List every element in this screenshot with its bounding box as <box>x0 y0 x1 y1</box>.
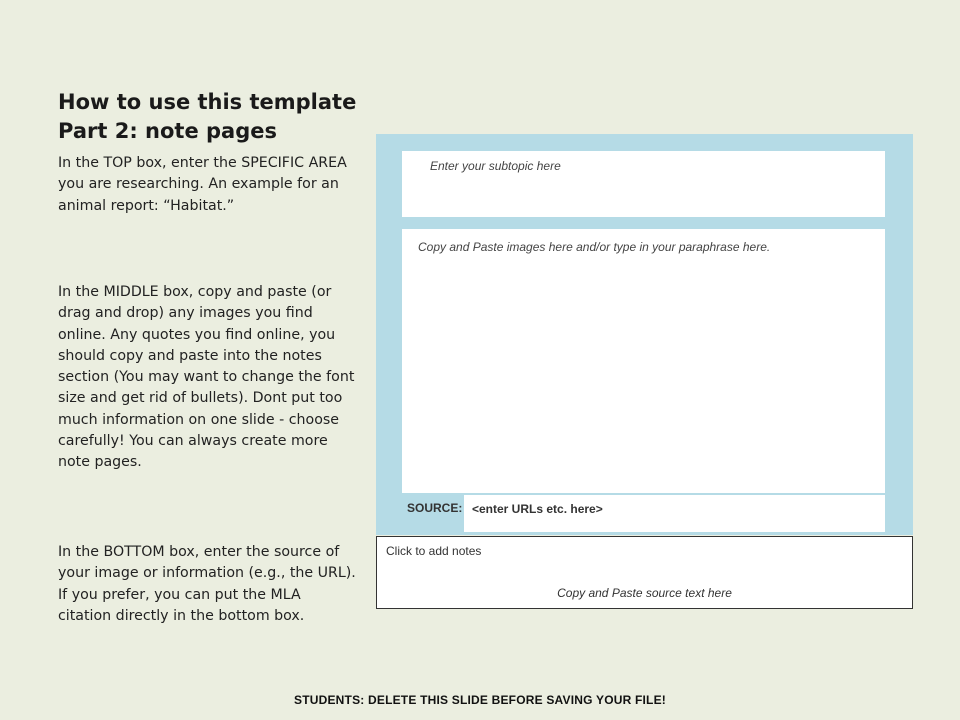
source-label: SOURCE: <box>407 501 463 515</box>
source-placeholder: <enter URLs etc. here> <box>472 502 603 516</box>
subtopic-box[interactable] <box>402 151 885 217</box>
slide-preview <box>376 134 913 535</box>
content-box[interactable] <box>402 229 885 493</box>
notes-source-text: Copy and Paste source text here <box>557 586 732 600</box>
source-box[interactable] <box>464 495 885 532</box>
instruction-top-box: In the TOP box, enter the SPECIFIC AREA you are researching. An example for an animal report: “Habitat.” <box>58 155 347 214</box>
title-line-2: Part 2: note pages <box>58 119 277 143</box>
page-title <box>58 88 368 146</box>
instruction-middle-box: In the MIDDLE box, copy and paste (or drag and drop) any images you find online. Any quotes you find online, you should copy and paste into the notes section (You may want to change the font size and get rid of bullets). Dont put too much information on one slide - choose carefully! You can always create more note pages. <box>58 284 355 471</box>
notes-placeholder: Click to add notes <box>386 544 482 558</box>
notes-pane[interactable] <box>376 536 913 609</box>
footer-warning: STUDENTS: DELETE THIS SLIDE BEFORE SAVING YOUR FILE! <box>294 693 666 707</box>
content-placeholder: Copy and Paste images here and/or type in your paraphrase here. <box>418 240 771 254</box>
subtopic-placeholder: Enter your subtopic here <box>430 159 561 173</box>
instruction-bottom-box: In the BOTTOM box, enter the source of your image or information (e.g., the URL). If you prefer, you can put the MLA citation directly in the bottom box. <box>58 544 356 624</box>
title-line-1: How to use this template <box>58 90 357 114</box>
